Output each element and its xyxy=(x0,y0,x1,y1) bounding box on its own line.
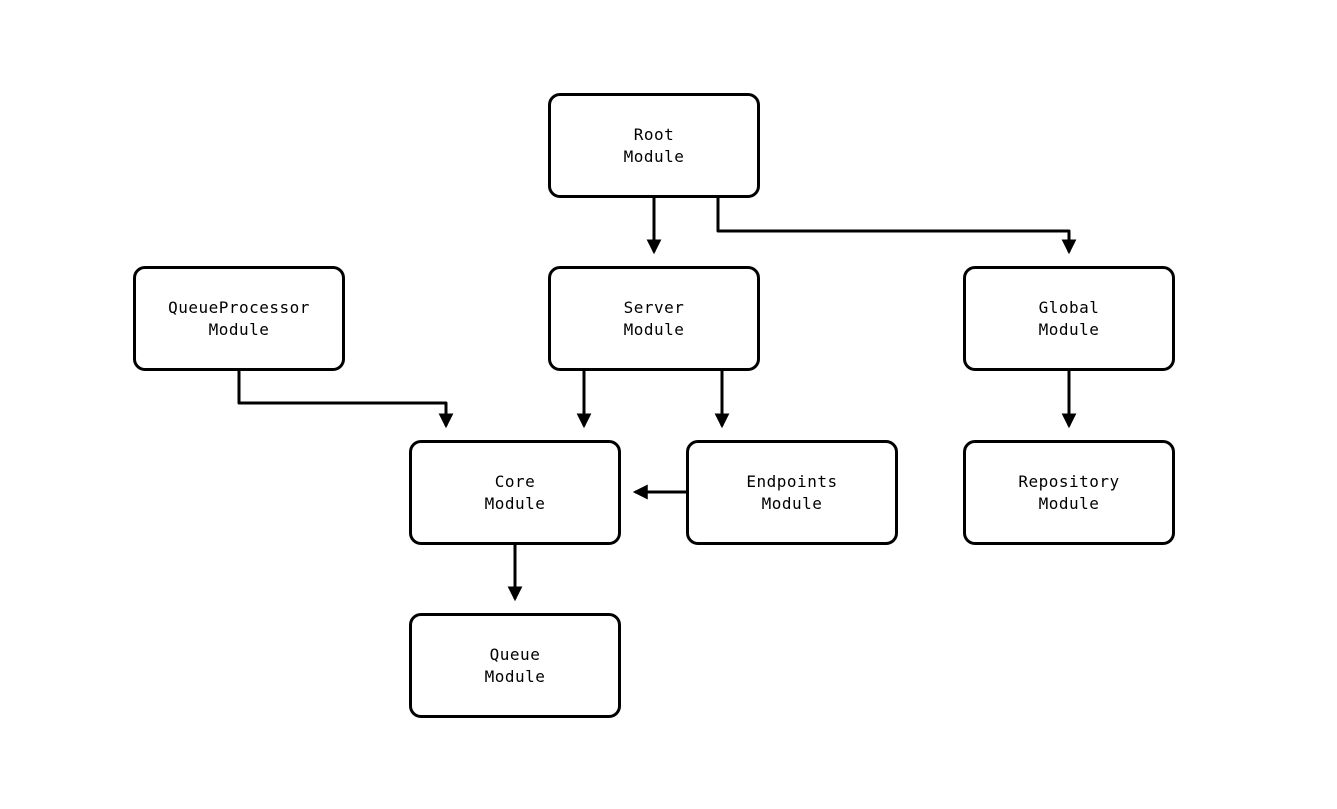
node-global-module[interactable] xyxy=(963,266,1175,371)
node-label-line2: Module xyxy=(208,319,270,339)
node-label-line1: Repository xyxy=(1018,471,1120,491)
node-endpoints-module[interactable] xyxy=(686,440,898,545)
node-core-module[interactable] xyxy=(409,440,621,545)
edge-queueprocessor-to-core xyxy=(239,371,446,426)
node-label-line1: Global xyxy=(1038,297,1100,317)
node-repository-module[interactable] xyxy=(963,440,1175,545)
node-label-line2: Module xyxy=(484,666,546,686)
node-label-line1: Endpoints xyxy=(746,471,838,491)
node-label-line2: Module xyxy=(484,493,546,513)
node-label-line1: Root xyxy=(633,124,675,144)
node-label-line2: Module xyxy=(623,319,685,339)
node-label-line1: Core xyxy=(494,471,536,491)
node-label-line2: Module xyxy=(761,493,823,513)
node-queue-module[interactable] xyxy=(409,613,621,718)
node-queueprocessor-module[interactable] xyxy=(133,266,345,371)
node-label-line2: Module xyxy=(1038,319,1100,339)
node-label-line1: Queue xyxy=(489,644,541,664)
node-label-line2: Module xyxy=(623,146,685,166)
node-label-line1: QueueProcessor xyxy=(168,297,310,317)
edge-root-to-global xyxy=(718,198,1069,252)
node-label-line1: Server xyxy=(623,297,685,317)
node-root-module[interactable] xyxy=(548,93,760,198)
node-label-line2: Module xyxy=(1038,493,1100,513)
node-server-module[interactable] xyxy=(548,266,760,371)
